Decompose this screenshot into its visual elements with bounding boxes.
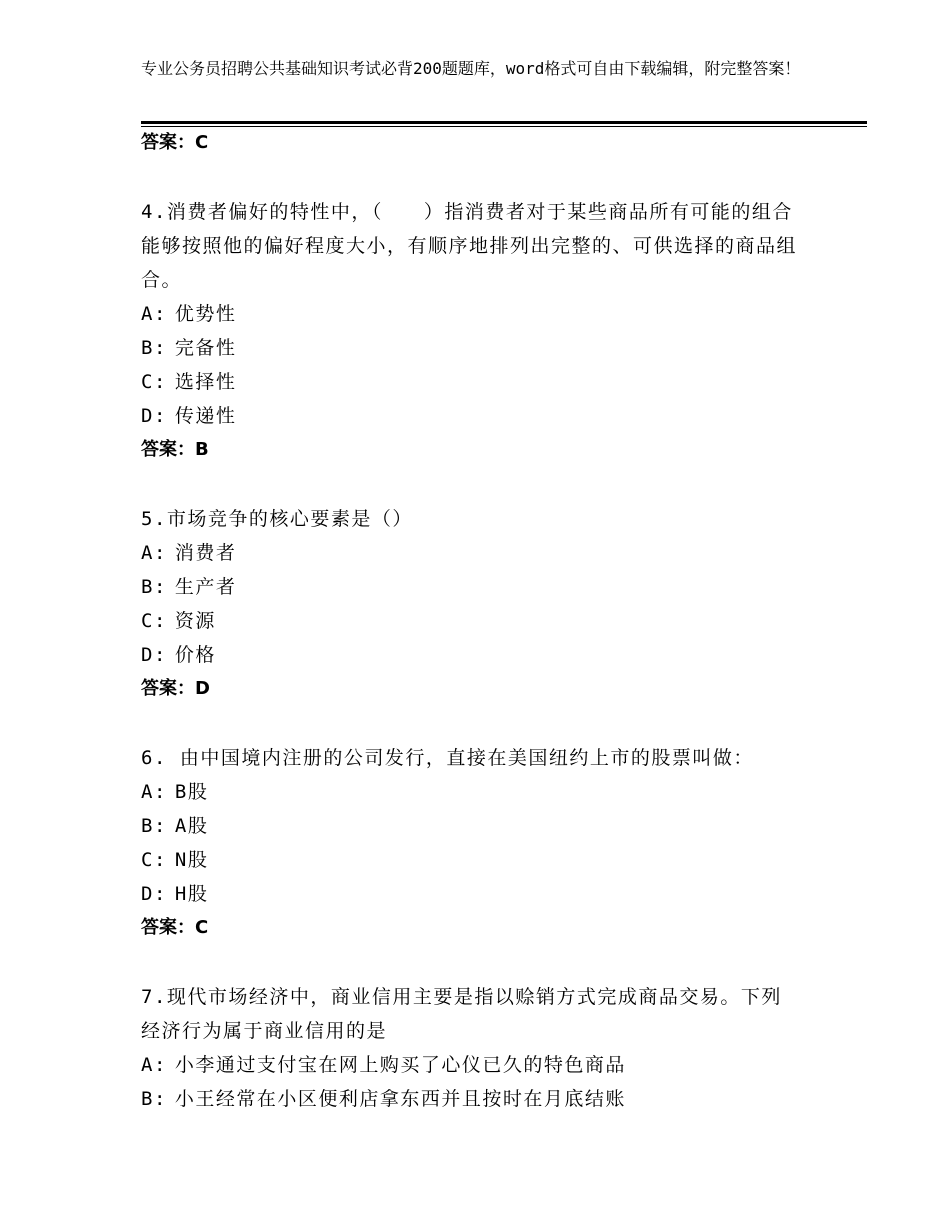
option-letter: A: [141,303,167,325]
option-text: 消费者 [174,542,237,564]
option-letter: B: [141,576,167,598]
question-7-stem: 7.现代市场经济中，商业信用主要是指以赊销方式完成商品交易。下列经济行为属于商业信用的是 [141,986,782,1042]
question-4-option-c [141,365,236,399]
option-text: 生产者 [174,576,237,598]
option-letter: D: [141,883,167,905]
option-letter: C: [141,849,167,871]
question-4-option-b [141,331,236,365]
header-rule-thick [141,121,867,124]
question-6-option-c [141,843,208,877]
option-letter: C: [141,371,167,393]
question-6-stem: 6. 由中国境内注册的公司发行，直接在美国纽约上市的股票叫做： [141,747,754,769]
question-5-option-d [141,638,216,672]
question-4-stem: 4.消费者偏好的特性中，（ ）指消费者对于某些商品所有可能的组合能够按照他的偏好程度大小，有顺序地排列出完整的、可供选择的商品组合。 [141,201,798,291]
option-text: N股 [174,849,209,871]
header-rule-thin [141,126,867,127]
question-5-option-c [141,604,216,638]
document-header: 专业公务员招聘公共基础知识考试必背200题题库，word格式可自由下载编辑，附完整答案！ [141,59,801,78]
option-text: 小李通过支付宝在网上购买了心仪已久的特色商品 [174,1054,626,1076]
question-5-stem: 5.市场竞争的核心要素是（） [141,508,413,530]
option-text: 优势性 [174,303,237,325]
question-4-option-a [141,297,236,331]
question-7-option-a [141,1048,626,1082]
option-text: A股 [174,815,209,837]
option-text: B股 [174,781,209,803]
question-7-option-b [141,1082,626,1116]
option-letter: B: [141,1088,167,1110]
option-text: 传递性 [174,405,237,427]
option-text: 选择性 [174,371,237,393]
question-5-option-b [141,570,236,604]
question-6-option-b [141,809,208,843]
answer-q4: 答案：B [141,439,209,460]
option-letter: A: [141,542,167,564]
option-letter: C: [141,610,167,632]
answer-q3: 答案：C [141,132,209,153]
option-letter: B: [141,815,167,837]
option-letter: B: [141,337,167,359]
question-6-option-a [141,775,208,809]
option-text: 价格 [174,644,216,666]
option-text: 小王经常在小区便利店拿东西并且按时在月底结账 [174,1088,626,1110]
option-text: 资源 [174,610,216,632]
option-text: H股 [174,883,209,905]
question-5-option-a [141,536,236,570]
option-letter: A: [141,781,167,803]
option-letter: D: [141,405,167,427]
option-text: 完备性 [174,337,237,359]
answer-q6: 答案：C [141,917,209,938]
answer-q5: 答案：D [141,678,210,699]
question-6-option-d [141,877,208,911]
option-letter: A: [141,1054,167,1076]
option-letter: D: [141,644,167,666]
question-4-option-d [141,399,236,433]
